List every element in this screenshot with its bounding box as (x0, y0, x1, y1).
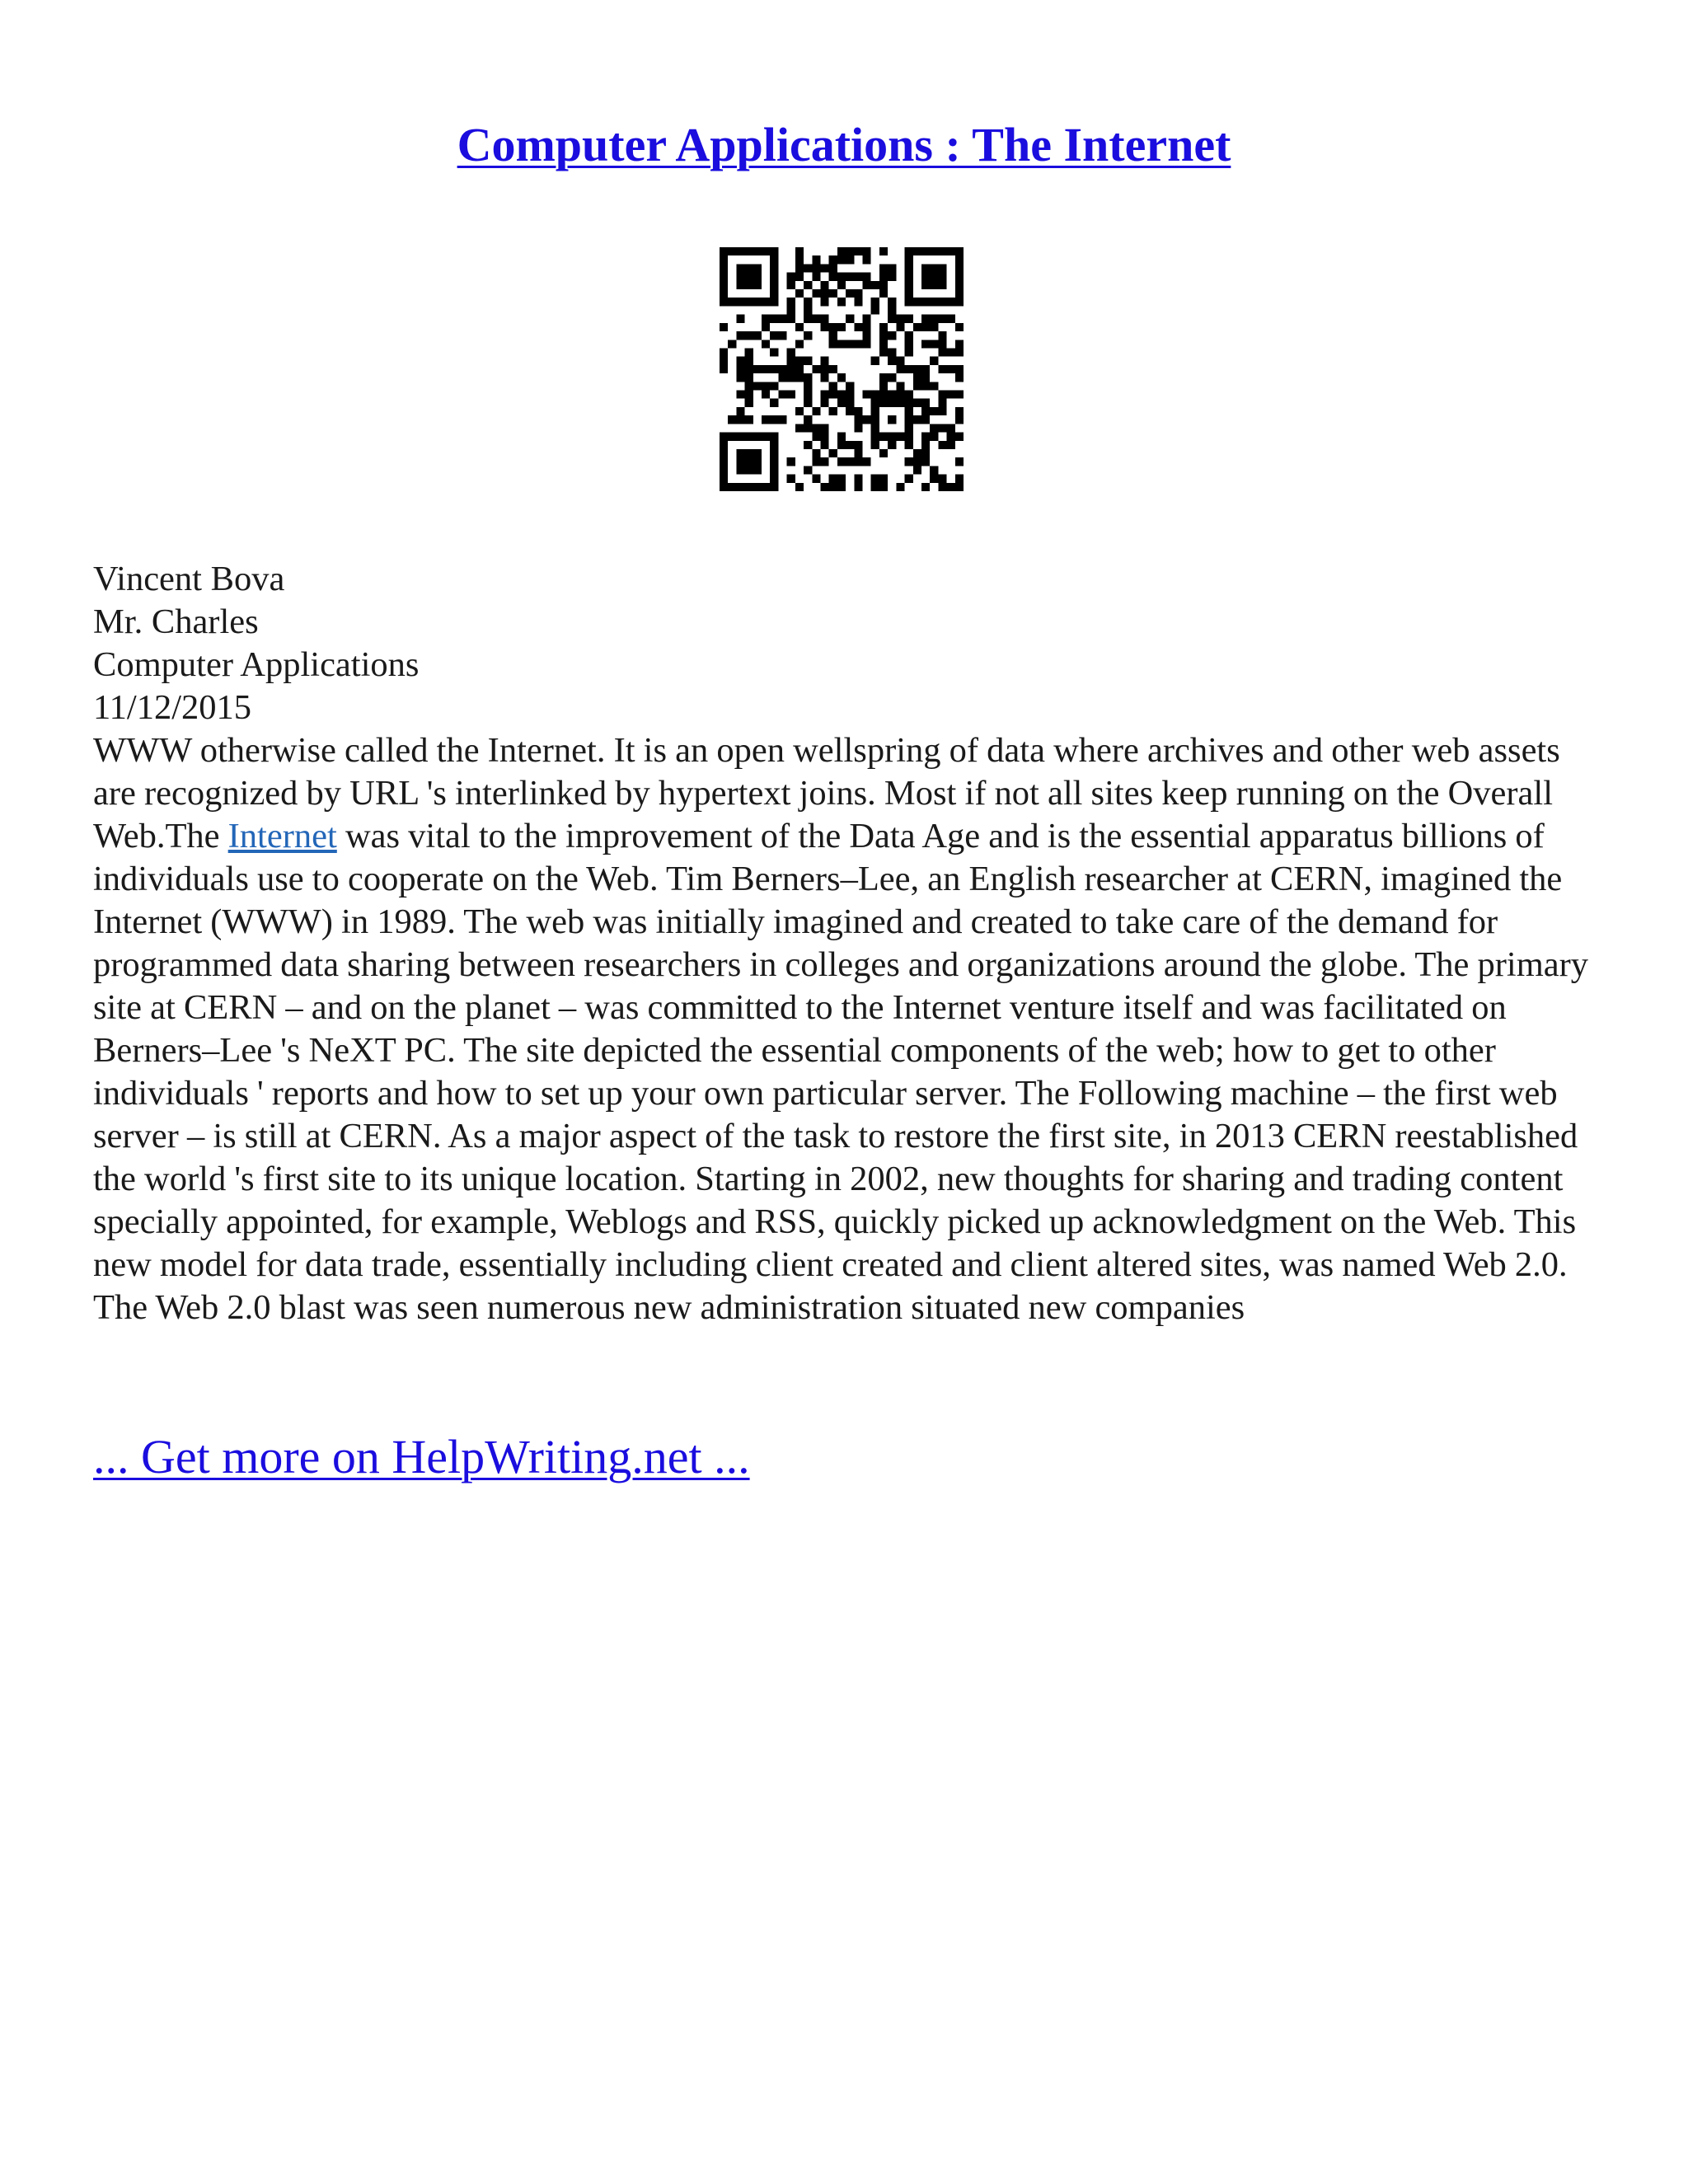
author-name: Vincent Bova (93, 560, 285, 598)
page-title (0, 114, 1688, 176)
document-body (93, 558, 1601, 1329)
title-link[interactable]: Computer Applications : The Internet (457, 118, 1231, 171)
essay-text-part1: WWW otherwise called the Internet. It is an open wellspring of data where archives and other web assets are recognized by URL 's interlinked by hypertext joins. Most if not all sites keep running on the Overall Web.The (93, 731, 1560, 855)
internet-link[interactable]: Internet (227, 817, 337, 855)
get-more-link[interactable]: ... Get more on HelpWriting.net ... (93, 1430, 750, 1483)
essay-text-part2: was vital to the improvement of the Data Age and is the essential apparatus billions of individuals use to cooperate on the Web. Tim Berners–Lee, an English researcher at CERN, imagined the Internet (WWW) in 1989. The web was initially imagined and created to take care of the demand for programmed data sharing between researchers in colleges and organizations around the globe. The primary site at CERN – and on the planet – was committed to the Internet venture itself and was facilitated on Berners–Lee 's NeXT PC. The site depicted the essential components of the web; how to get to other individuals ' reports and how to set up your own particular server. The Following machine – the first web server – is still at CERN. As a major aspect of the task to restore the first site, in 2013 CERN reestablished the world 's first site to its unique location. Starting in 2002, new thoughts for sharing and trading content specially appointed, for example, Weblogs and RSS, quickly picked up acknowledgment on the Web. This new model for data trade, essentially including client created and client altered sites, was named Web 2.0. The Web 2.0 blast was seen numerous new administration situated new companies (93, 817, 1589, 1327)
document-date: 11/12/2015 (93, 688, 252, 727)
essay-paragraph (93, 729, 1601, 1329)
teacher-name: Mr. Charles (93, 602, 259, 641)
course-name: Computer Applications (93, 645, 420, 684)
qr-code-icon (720, 247, 964, 491)
